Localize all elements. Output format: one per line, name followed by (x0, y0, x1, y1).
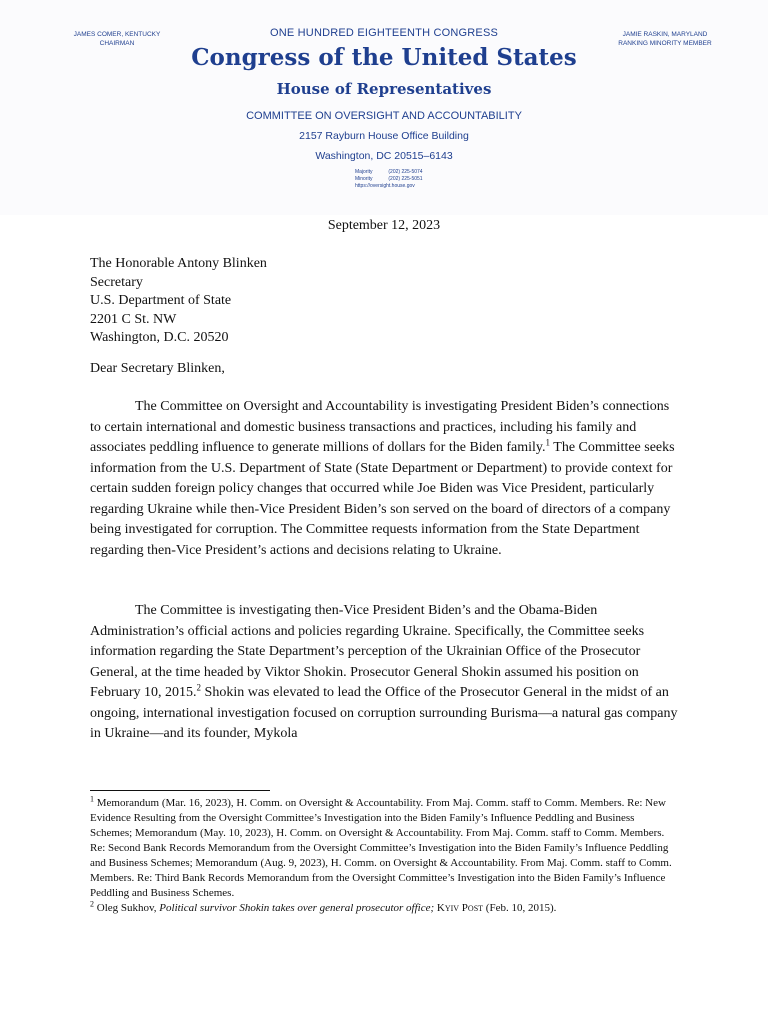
phone-majority (355, 169, 423, 176)
body-paragraph-2 (90, 601, 682, 745)
paragraph-1-text-a: The Committee on Oversight and Accountability is investigating President Biden’s connections to certain international and domestic business transactions and practices, including his family and associates peddling influence to generate millions of dollars for the Biden family. (90, 399, 670, 455)
footnote-1 (90, 796, 672, 901)
recipient-department: U.S. Department of State (90, 293, 232, 309)
footnote-2 (90, 901, 672, 916)
ranking-member-title: RANKING MINORITY MEMBER (618, 40, 712, 47)
house-title: House of Representatives (276, 80, 492, 98)
paragraph-2-text-b: Shokin was elevated to lead the Office of the Prosecutor General in the midst of an ongoing, international investigation focused on corruption surrounding Burisma—a natural gas company in Ukraine—and its founder, Mykola (90, 685, 678, 741)
paragraph-2-text-a: The Committee is investigating then-Vice President Biden’s and the Obama-Biden Administration’s official actions and policies regarding Ukraine. Specifically, the Committee seeks information regarding the State Department’s perception of the Ukrainian Office of the Prosecutor General, at the time headed by Viktor Shokin. Prosecutor General Shokin assumed his position on February 10, 2015. (90, 603, 645, 700)
recipient-address (90, 255, 267, 348)
phone-minority-number: (202) 225-5051 (388, 176, 423, 182)
recipient-city: Washington, D.C. 20520 (90, 330, 229, 346)
chairman-name: JAMES COMER, KENTUCKY (73, 31, 161, 38)
phone-minority (355, 176, 423, 183)
footnote-2-publication: Kyiv Post (434, 902, 484, 914)
footnote-ref-2[interactable]: 2 (196, 682, 202, 693)
footnote-2-author: Oleg Sukhov, (94, 902, 160, 914)
phone-majority-number: (202) 225-5074 (388, 169, 423, 175)
footnote-divider (90, 790, 270, 791)
footnote-1-number: 1 (90, 794, 94, 804)
footnote-2-number: 2 (90, 899, 94, 909)
chairman-title: CHAIRMAN (99, 40, 135, 47)
phone-minority-label: Minority (355, 176, 373, 182)
recipient-name: The Honorable Antony Blinken (90, 256, 267, 271)
paragraph-1-text-b: The Committee seeks information from the U.S. Department of State (State Department or Department) to provide context for certain sudden foreign policy changes that occurred while Joe Biden was Vice President, particularly regarding Ukraine while then-Vice President Biden’s son served on the board of directors of a company being investigated for corruption. The Committee requests information from the State Department regarding then-Vice President’s actions and decisions relating to Ukraine. (90, 440, 675, 558)
footnote-1-text: Memorandum (Mar. 16, 2023), H. Comm. on Oversight & Accountability. From Maj. Comm. staff to Comm. Members. Re: New Evidence Resulting from the Oversight Committee’s Investigation into the Biden Family’s Influence Peddling and Business Schemes; Memorandum (May. 10, 2023), H. Comm. on Oversight & Accountability. From Maj. Comm. staff to Comm. Members. Re: Second Bank Records Memorandum from the Oversight Committee’s Investigation into the Biden Family’s Influence Peddling and Business Schemes; Memorandum (Aug. 9, 2023), H. Comm. on Oversight & Accountability. From Maj. Comm. staff to Comm. Members. Re: Third Bank Records Memorandum from the Oversight Committee’s Investigation into the Biden Family’s Influence Peddling and Business Schemes. (90, 797, 672, 899)
contact-block (355, 169, 423, 190)
recipient-street: 2201 C St. NW (90, 311, 177, 327)
footnote-ref-1[interactable]: 1 (545, 437, 551, 448)
congress-number: ONE HUNDRED EIGHTEENTH CONGRESS (269, 27, 499, 39)
address-line-2: Washington, DC 20515–6143 (315, 150, 453, 162)
recipient-title: Secretary (90, 274, 143, 290)
website-link[interactable]: https://oversight.house.gov (355, 183, 415, 189)
congress-title: Congress of the United States (191, 44, 577, 71)
body-paragraph-1 (90, 397, 682, 561)
phone-majority-label: Majority (355, 169, 373, 175)
address-line-1: 2157 Rayburn House Office Building (299, 130, 469, 142)
committee-name: COMMITTEE ON OVERSIGHT AND ACCOUNTABILITY (246, 110, 522, 122)
footnote-2-title: Political survivor Shokin takes over general prosecutor office; (159, 902, 435, 914)
footnote-2-date: (Feb. 10, 2015). (483, 902, 557, 914)
letter-date: September 12, 2023 (327, 218, 441, 233)
salutation: Dear Secretary Blinken, (90, 361, 225, 376)
footnotes (90, 796, 672, 916)
ranking-member-name: JAMIE RASKIN, MARYLAND (622, 31, 708, 38)
